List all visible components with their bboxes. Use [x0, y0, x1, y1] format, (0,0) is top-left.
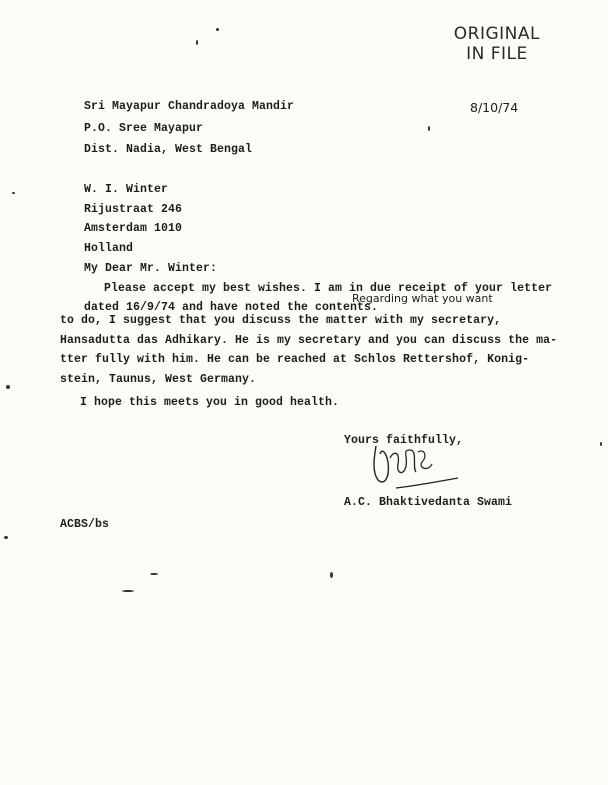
closing-line: I hope this meets you in good health.	[80, 396, 340, 409]
body-line-1: Please accept my best wishes. I am in due receipt of your letter	[104, 282, 553, 295]
stamp-line-1: ORIGINAL	[453, 24, 540, 44]
letter-date: 8/10/74	[470, 100, 519, 115]
handwritten-signature	[366, 438, 462, 496]
body-line-4: Hansadutta das Adhikary. He is my secretary and you can discuss the ma-	[60, 334, 558, 347]
sender-line-3: Dist. Nadia, West Bengal	[84, 143, 253, 156]
scan-speck	[330, 572, 333, 578]
scan-speck	[6, 385, 10, 389]
body-line-2: dated 16/9/74 and have noted the contents.	[84, 301, 379, 314]
recipient-line-1: W. I. Winter	[84, 183, 169, 196]
stamp-line-2: IN FILE	[466, 44, 528, 64]
scan-speck	[4, 536, 8, 539]
valediction: Yours faithfully,	[344, 434, 464, 447]
signer-name: A.C. Bhaktivedanta Swami	[344, 496, 513, 509]
scan-speck	[196, 40, 198, 45]
scan-speck	[12, 192, 15, 194]
scan-speck	[216, 28, 219, 31]
body-line-6: stein, Taunus, West Germany.	[60, 373, 257, 386]
original-in-file-stamp	[454, 24, 540, 64]
salutation: My Dear Mr. Winter:	[84, 262, 218, 275]
recipient-line-3: Amsterdam 1010	[84, 222, 183, 235]
reference-initials: ACBS/bs	[60, 518, 110, 531]
recipient-line-4: Holland	[84, 242, 134, 255]
handwritten-insert: Regarding what you want	[352, 292, 493, 305]
scan-speck	[150, 573, 158, 575]
scan-speck	[122, 590, 134, 592]
sender-line-2: P.O. Sree Mayapur	[84, 122, 204, 135]
scan-speck	[428, 126, 430, 131]
body-line-3: to do, I suggest that you discuss the matter with my secretary,	[60, 314, 502, 327]
recipient-line-2: Rijustraat 246	[84, 203, 183, 216]
scan-speck	[600, 442, 602, 446]
body-line-5: tter fully with him. He can be reached at Schlos Rettershof, Konig-	[60, 353, 530, 366]
sender-line-1: Sri Mayapur Chandradoya Mandir	[84, 100, 295, 113]
